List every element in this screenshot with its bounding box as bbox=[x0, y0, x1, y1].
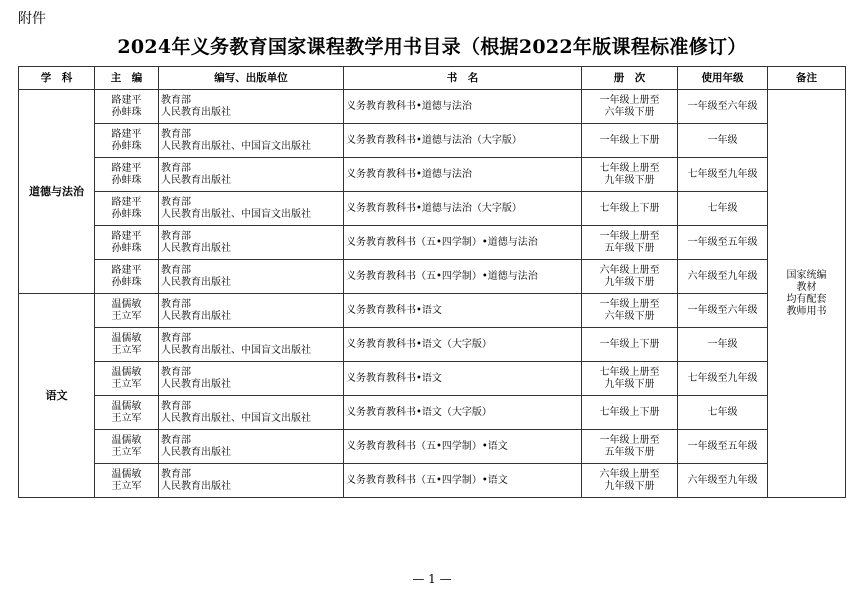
grade-cell: 七年级至九年级 bbox=[678, 158, 768, 192]
table-row bbox=[19, 294, 846, 328]
volume-cell bbox=[582, 260, 678, 294]
line-text: 人民教育出版社、中国盲文出版社 bbox=[161, 344, 311, 356]
book-title-cell: 义务教育教科书•道德与法治（大字版） bbox=[344, 192, 582, 226]
table-row bbox=[19, 158, 846, 192]
line-text: 人民教育出版社、中国盲文出版社 bbox=[161, 208, 311, 220]
publisher-cell bbox=[159, 396, 344, 430]
grade-cell: 一年级至六年级 bbox=[678, 294, 768, 328]
editor-cell bbox=[95, 90, 159, 124]
line-text: 一年级上下册 bbox=[599, 338, 660, 350]
publisher-cell bbox=[159, 430, 344, 464]
line-text: 路建平 bbox=[111, 128, 142, 140]
line-text: 七年级上下册 bbox=[599, 202, 660, 214]
book-title-cell: 义务教育教科书•道德与法治 bbox=[344, 90, 582, 124]
volume-cell bbox=[582, 158, 678, 192]
line-text: 九年级下册 bbox=[604, 174, 655, 186]
table-row bbox=[19, 430, 846, 464]
line-text: 孙蚌珠 bbox=[111, 174, 142, 186]
line-text: 教育部 bbox=[161, 162, 191, 174]
grade-cell: 六年级至九年级 bbox=[678, 260, 768, 294]
line-text: 人民教育出版社 bbox=[161, 378, 231, 390]
table-row bbox=[19, 260, 846, 294]
editor-cell bbox=[95, 430, 159, 464]
header-editor: 主 编 bbox=[95, 67, 159, 90]
publisher-cell bbox=[159, 90, 344, 124]
subject-cell: 语文 bbox=[19, 294, 95, 498]
line-text: 人民教育出版社 bbox=[161, 242, 231, 254]
publisher-cell bbox=[159, 362, 344, 396]
line-text: 五年级下册 bbox=[604, 446, 655, 458]
grade-cell: 七年级至九年级 bbox=[678, 362, 768, 396]
line-text: 孙蚌珠 bbox=[111, 140, 142, 152]
publisher-cell bbox=[159, 124, 344, 158]
grade-cell: 七年级 bbox=[678, 396, 768, 430]
table-row bbox=[19, 362, 846, 396]
book-title-cell: 义务教育教科书•语文 bbox=[344, 362, 582, 396]
table-row bbox=[19, 192, 846, 226]
publisher-cell bbox=[159, 192, 344, 226]
line-text: 五年级下册 bbox=[604, 242, 655, 254]
line-text: 七年级上册至 bbox=[599, 366, 660, 378]
book-title-cell: 义务教育教科书•语文（大字版） bbox=[344, 328, 582, 362]
line-text: 一年级上下册 bbox=[599, 134, 660, 146]
editor-cell bbox=[95, 464, 159, 498]
line-text: 温儒敏 bbox=[111, 332, 142, 344]
grade-cell: 六年级至九年级 bbox=[678, 464, 768, 498]
editor-cell bbox=[95, 396, 159, 430]
editor-cell bbox=[95, 192, 159, 226]
line-text: 路建平 bbox=[111, 196, 142, 208]
line-text: 路建平 bbox=[111, 230, 142, 242]
line-text: 教育部 bbox=[161, 298, 191, 310]
line-text: 孙蚌珠 bbox=[111, 276, 142, 288]
line-text: 一年级上册至 bbox=[599, 230, 660, 242]
editor-cell bbox=[95, 294, 159, 328]
table-body bbox=[19, 90, 846, 498]
line-text: 人民教育出版社 bbox=[161, 276, 231, 288]
line-text: 教育部 bbox=[161, 366, 191, 378]
line-text: 人民教育出版社 bbox=[161, 106, 231, 118]
book-title-cell: 义务教育教科书（五•四学制）•语文 bbox=[344, 464, 582, 498]
grade-cell: 一年级至五年级 bbox=[678, 430, 768, 464]
editor-cell bbox=[95, 328, 159, 362]
volume-cell bbox=[582, 192, 678, 226]
line-text: 教育部 bbox=[161, 196, 191, 208]
publisher-cell bbox=[159, 226, 344, 260]
editor-cell bbox=[95, 124, 159, 158]
line-text: 温儒敏 bbox=[111, 298, 142, 310]
line-text: 温儒敏 bbox=[111, 468, 142, 480]
book-title-cell: 义务教育教科书（五•四学制）•语文 bbox=[344, 430, 582, 464]
header-row bbox=[19, 67, 846, 90]
line-text: 教育部 bbox=[161, 468, 191, 480]
book-title-cell: 义务教育教科书•道德与法治 bbox=[344, 158, 582, 192]
line-text: 教育部 bbox=[161, 332, 191, 344]
book-title-cell: 义务教育教科书•语文（大字版） bbox=[344, 396, 582, 430]
line-text: 王立军 bbox=[111, 344, 142, 356]
volume-cell bbox=[582, 362, 678, 396]
line-text: 王立军 bbox=[111, 446, 142, 458]
line-text: 九年级下册 bbox=[604, 480, 655, 492]
line-text: 教育部 bbox=[161, 128, 191, 140]
line-text: 七年级上册至 bbox=[599, 162, 660, 174]
line-text: 教育部 bbox=[161, 94, 191, 106]
table-row bbox=[19, 464, 846, 498]
grade-cell: 一年级至五年级 bbox=[678, 226, 768, 260]
line-text: 教育部 bbox=[161, 434, 191, 446]
line-text: 七年级上下册 bbox=[599, 406, 660, 418]
line-text: 六年级下册 bbox=[604, 310, 655, 322]
line-text: 温儒敏 bbox=[111, 400, 142, 412]
grade-cell: 七年级 bbox=[678, 192, 768, 226]
line-text: 人民教育出版社 bbox=[161, 480, 231, 492]
grade-cell: 一年级 bbox=[678, 328, 768, 362]
line-text: 教育部 bbox=[161, 400, 191, 412]
line-text: 王立军 bbox=[111, 480, 142, 492]
line-text: 王立军 bbox=[111, 310, 142, 322]
line-text: 温儒敏 bbox=[111, 366, 142, 378]
line-text: 孙蚌珠 bbox=[111, 208, 142, 220]
line-text: 温儒敏 bbox=[111, 434, 142, 446]
publisher-cell bbox=[159, 260, 344, 294]
header-note: 备注 bbox=[768, 67, 846, 90]
header-volume: 册 次 bbox=[582, 67, 678, 90]
book-title-cell: 义务教育教科书（五•四学制）•道德与法治 bbox=[344, 226, 582, 260]
volume-cell bbox=[582, 430, 678, 464]
table-row bbox=[19, 226, 846, 260]
line-text: 六年级上册至 bbox=[599, 468, 660, 480]
line-text: 路建平 bbox=[111, 94, 142, 106]
table-row bbox=[19, 328, 846, 362]
line-text: 一年级上册至 bbox=[599, 298, 660, 310]
volume-cell bbox=[582, 328, 678, 362]
line-text: 王立军 bbox=[111, 412, 142, 424]
grade-cell: 一年级至六年级 bbox=[678, 90, 768, 124]
line-text: 均有配套 bbox=[786, 293, 827, 305]
page-number: — 1 — bbox=[412, 572, 452, 586]
volume-cell bbox=[582, 294, 678, 328]
line-text: 六年级上册至 bbox=[599, 264, 660, 276]
book-title-cell: 义务教育教科书•语文 bbox=[344, 294, 582, 328]
line-text: 六年级下册 bbox=[604, 106, 655, 118]
line-text: 教育部 bbox=[161, 264, 191, 276]
line-text: 人民教育出版社 bbox=[161, 310, 231, 322]
header-publisher: 编写、出版单位 bbox=[159, 67, 344, 90]
header-subject: 学 科 bbox=[19, 67, 95, 90]
volume-cell bbox=[582, 396, 678, 430]
book-title-cell: 义务教育教科书（五•四学制）•道德与法治 bbox=[344, 260, 582, 294]
line-text: 人民教育出版社 bbox=[161, 446, 231, 458]
line-text: 人民教育出版社、中国盲文出版社 bbox=[161, 412, 311, 424]
publisher-cell bbox=[159, 294, 344, 328]
editor-cell bbox=[95, 362, 159, 396]
page-title: 2024年义务教育国家课程教学用书目录（根据2022年版课程标准修订） bbox=[117, 36, 747, 58]
line-text: 教材 bbox=[796, 281, 817, 293]
line-text: 人民教育出版社、中国盲文出版社 bbox=[161, 140, 311, 152]
header-book: 书 名 bbox=[344, 67, 582, 90]
line-text: 一年级上册至 bbox=[599, 94, 660, 106]
line-text: 一年级上册至 bbox=[599, 434, 660, 446]
table-row bbox=[19, 90, 846, 124]
editor-cell bbox=[95, 226, 159, 260]
book-title-cell: 义务教育教科书•道德与法治（大字版） bbox=[344, 124, 582, 158]
line-text: 九年级下册 bbox=[604, 378, 655, 390]
header-grade: 使用年级 bbox=[678, 67, 768, 90]
line-text: 九年级下册 bbox=[604, 276, 655, 288]
table-row bbox=[19, 396, 846, 430]
editor-cell bbox=[95, 260, 159, 294]
note-cell bbox=[768, 90, 846, 498]
line-text: 孙蚌珠 bbox=[111, 242, 142, 254]
line-text: 王立军 bbox=[111, 378, 142, 390]
line-text: 教师用书 bbox=[786, 305, 827, 317]
line-text: 路建平 bbox=[111, 264, 142, 276]
line-text: 教育部 bbox=[161, 230, 191, 242]
line-text: 人民教育出版社 bbox=[161, 174, 231, 186]
table-row bbox=[19, 124, 846, 158]
line-text: 孙蚌珠 bbox=[111, 106, 142, 118]
volume-cell bbox=[582, 226, 678, 260]
line-text: 路建平 bbox=[111, 162, 142, 174]
volume-cell bbox=[582, 124, 678, 158]
volume-cell bbox=[582, 464, 678, 498]
publisher-cell bbox=[159, 464, 344, 498]
volume-cell bbox=[582, 90, 678, 124]
subject-cell: 道德与法治 bbox=[19, 90, 95, 294]
grade-cell: 一年级 bbox=[678, 124, 768, 158]
editor-cell bbox=[95, 158, 159, 192]
line-text: 国家统编 bbox=[786, 269, 827, 281]
textbook-catalog-table bbox=[18, 66, 846, 498]
publisher-cell bbox=[159, 158, 344, 192]
publisher-cell bbox=[159, 328, 344, 362]
annex-label: 附件 bbox=[18, 11, 46, 27]
